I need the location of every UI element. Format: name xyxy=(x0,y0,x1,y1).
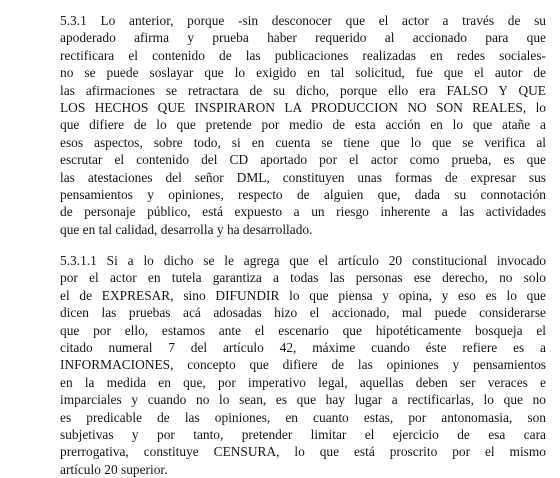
text-line: apoderado afirma y prueba haber requerido al accionado para que xyxy=(60,30,546,46)
paragraph-5-3-1-1 xyxy=(60,252,546,478)
text-line: rectificara el contenido de las publicaciones realizadas en redes sociales- xyxy=(60,47,546,63)
text-line: citado numeral 7 del artículo 42, máxime cuando éste refiere es a xyxy=(60,340,546,356)
text-line: que en tal calidad, desarrolla y ha desarrollado. xyxy=(60,221,313,237)
text-line: artículo 20 superior. xyxy=(60,461,168,477)
text-line: las afirmaciones se retractara de su dicho, porque ello era FALSO Y QUE xyxy=(60,82,546,98)
paragraph-5-3-1 xyxy=(60,12,546,238)
text-line: por el actor en tutela garantiza a todas las personas ese derecho, no solo xyxy=(60,270,546,286)
text-line: es predicable de las opiniones, en cuanto estas, por antonomasia, son xyxy=(60,409,546,425)
text-line: subjetivas y por tanto, pretender limitar el ejercicio de esa cara xyxy=(60,426,546,442)
text-line: esos aspectos, sobre todo, si en cuenta se tiene que lo que se verifica al xyxy=(60,134,546,150)
text-line: las atestaciones del señor DML, constituyen unas formas de expresar sus xyxy=(60,169,546,185)
text-line: de personaje público, está expuesto a un riesgo inherente a las actividades xyxy=(60,204,546,220)
text-line: no se puede soslayar que lo exigido en tal solicitud, fue que el autor de xyxy=(60,65,546,81)
text-line: pensamientos y opiniones, respecto de alguien que, dada su connotación xyxy=(60,186,546,202)
text-line: en la medida en que, por imperativo legal, aquellas deben ser veraces e xyxy=(60,374,546,390)
text-line: prerrogativa, constituye CENSURA, lo que está proscrito por el mismo xyxy=(60,444,546,460)
text-line: LOS HECHOS QUE INSPIRARON LA PRODUCCION NO SON REALES, lo xyxy=(60,99,546,115)
text-line: que difiere de lo que pretende por medio de esta acción en lo que atañe a xyxy=(60,117,546,133)
text-line: 5.3.1 Lo anterior, porque -sin desconocer que el actor a través de su xyxy=(60,13,546,28)
text-line: dicen las pruebas acá adosadas hizo el accionado, mal puede considerarse xyxy=(60,305,546,321)
text-line: el de EXPRESAR, sino DIFUNDIR lo que piensa y opina, y eso es lo que xyxy=(60,287,546,303)
text-line: escrutar el contenido del CD aportado por el actor como prueba, es que xyxy=(60,152,546,168)
text-line: imparciales y cuando no lo sean, es que hay lugar a rectificarlas, lo que no xyxy=(60,392,546,408)
text-line: INFORMACIONES, concepto que difiere de las opiniones y pensamientos xyxy=(60,357,546,373)
text-line: 5.3.1.1 Si a lo dicho se le agrega que el artículo 20 constitucional invocado xyxy=(60,253,546,269)
text-line: que por ello, estamos ante el escenario que hipotéticamente bosqueja el xyxy=(60,322,546,338)
